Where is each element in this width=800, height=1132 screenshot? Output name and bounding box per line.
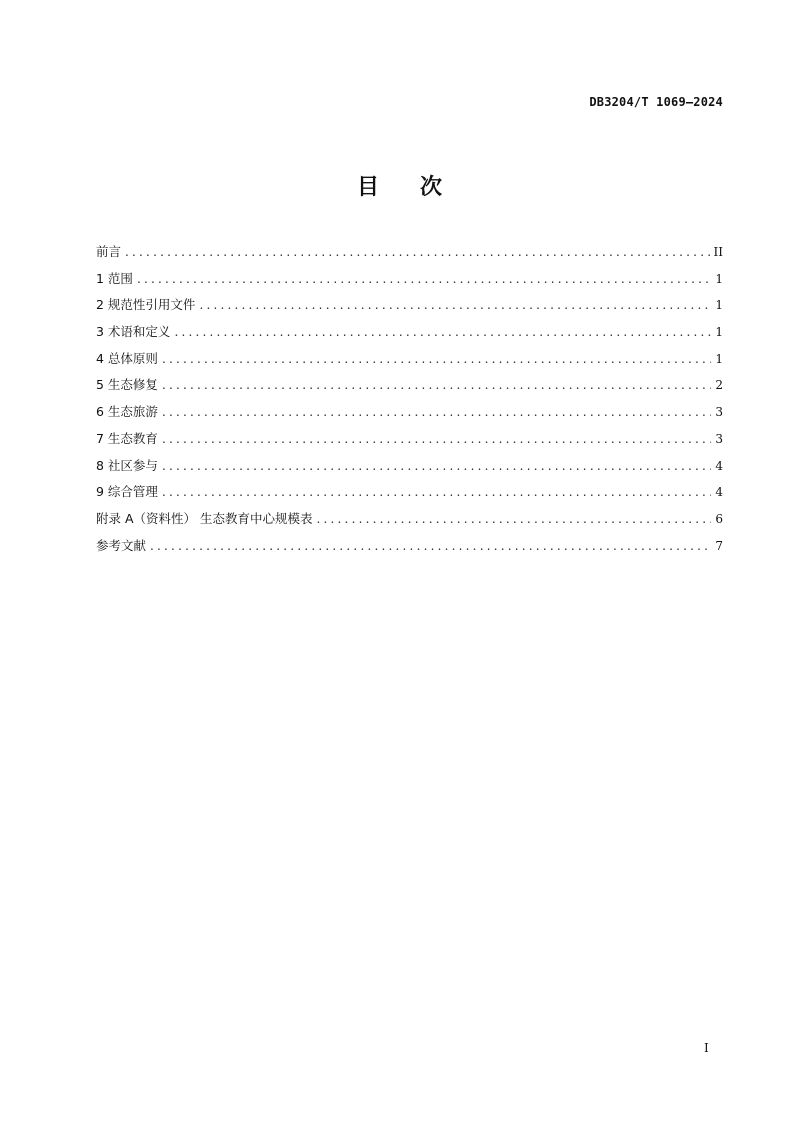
toc-entry-label: 附录 A（资料性） 生态教育中心规模表 bbox=[96, 510, 313, 526]
title-char-right: 次 bbox=[420, 175, 444, 200]
toc-entry-bibliography[interactable] bbox=[96, 534, 723, 561]
toc-entry-page: 1 bbox=[715, 325, 723, 340]
toc-leader-dots bbox=[162, 480, 711, 504]
toc-entry-label: 2 规范性引用文件 bbox=[96, 297, 196, 313]
toc-entry-page: 4 bbox=[715, 485, 723, 500]
toc-entry-label: 3 术语和定义 bbox=[96, 324, 171, 340]
toc-leader-dots bbox=[317, 507, 712, 531]
toc-entry-scope[interactable] bbox=[96, 267, 723, 294]
toc-entry-label: 8 社区参与 bbox=[96, 457, 158, 473]
toc-entry-page: 1 bbox=[715, 271, 723, 286]
toc-entry-foreword[interactable] bbox=[96, 240, 723, 267]
toc-entry-ecological-restoration[interactable] bbox=[96, 373, 723, 400]
toc-entry-label: 9 综合管理 bbox=[96, 484, 158, 500]
toc-leader-dots bbox=[199, 293, 711, 317]
toc-entry-label: 4 总体原则 bbox=[96, 350, 158, 366]
toc-leader-dots bbox=[162, 373, 711, 397]
toc-entry-normative-references[interactable] bbox=[96, 293, 723, 320]
toc-entry-ecotourism[interactable] bbox=[96, 400, 723, 427]
title-char-left: 目 bbox=[356, 175, 380, 200]
toc-entry-label: 1 范围 bbox=[96, 270, 133, 286]
document-code: DB3204/T 1069—2024 bbox=[589, 95, 723, 109]
toc-entry-page: 4 bbox=[715, 458, 723, 473]
toc-entry-page: 1 bbox=[715, 298, 723, 313]
toc-leader-dots bbox=[162, 400, 711, 424]
toc-entry-page: 7 bbox=[715, 538, 723, 553]
toc-leader-dots bbox=[125, 240, 710, 264]
table-of-contents bbox=[96, 240, 723, 560]
toc-entry-page: 2 bbox=[715, 378, 723, 393]
toc-entry-terms-definitions[interactable] bbox=[96, 320, 723, 347]
toc-entry-label: 6 生态旅游 bbox=[96, 404, 158, 420]
toc-entry-label: 参考文献 bbox=[96, 537, 147, 553]
toc-leader-dots bbox=[137, 267, 711, 291]
page-number: I bbox=[704, 1041, 709, 1055]
toc-leader-dots bbox=[162, 454, 711, 478]
toc-entry-label: 前言 bbox=[96, 244, 122, 259]
toc-entry-page: 1 bbox=[715, 351, 723, 366]
toc-entry-page: 3 bbox=[715, 431, 723, 446]
page-title bbox=[0, 170, 800, 201]
toc-entry-community-participation[interactable] bbox=[96, 454, 723, 481]
toc-entry-ecological-education[interactable] bbox=[96, 427, 723, 454]
toc-leader-dots bbox=[162, 427, 711, 451]
toc-entry-page: 3 bbox=[715, 405, 723, 420]
toc-entry-page: 6 bbox=[715, 511, 723, 526]
toc-entry-label: 7 生态教育 bbox=[96, 430, 158, 446]
toc-leader-dots bbox=[162, 347, 711, 371]
toc-leader-dots bbox=[174, 320, 711, 344]
toc-entry-integrated-management[interactable] bbox=[96, 480, 723, 507]
toc-entry-page: II bbox=[713, 245, 723, 259]
toc-entry-appendix-a[interactable] bbox=[96, 507, 723, 534]
toc-entry-label: 5 生态修复 bbox=[96, 377, 158, 393]
toc-leader-dots bbox=[150, 534, 711, 558]
toc-entry-general-principles[interactable] bbox=[96, 347, 723, 374]
